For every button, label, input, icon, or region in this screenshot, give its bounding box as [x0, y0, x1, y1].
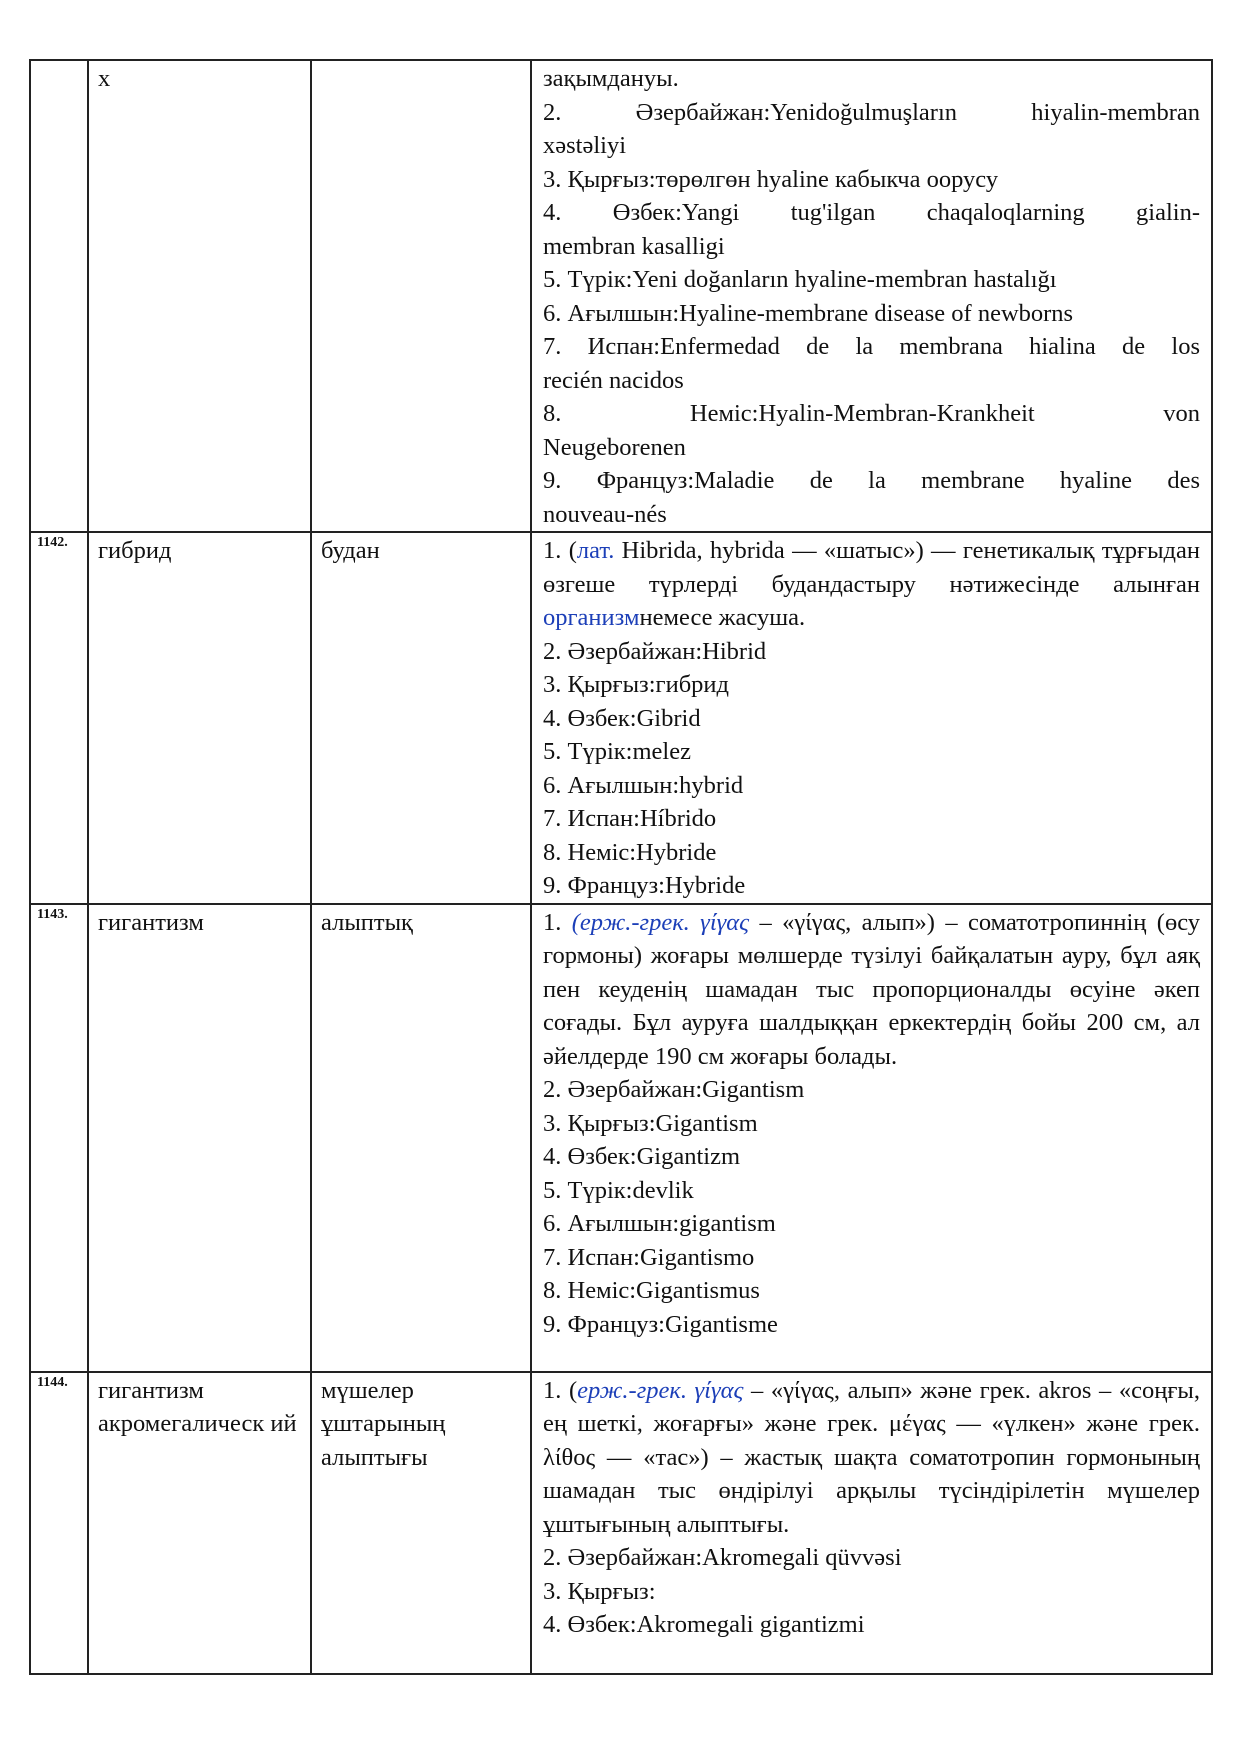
translation-az: 2. Әзербайжан:Gigantism — [543, 1076, 805, 1103]
translation-en: 6. Ағылшын:Hyaline-membrane disease of newborns — [543, 299, 1074, 327]
translation-de: 8. Неміс:Hybride — [543, 838, 717, 866]
russian-term: гигантизм — [88, 904, 311, 1372]
translation-tr: 5. Түрік:melez — [543, 738, 691, 765]
organism-link[interactable]: организм — [543, 604, 640, 631]
russian-term: гигантизм акромегалическ ий — [88, 1372, 311, 1674]
greek-link[interactable]: (ерж.-грек. γίγας — [571, 908, 750, 936]
translation-es: 7. Испан:Enfermedad de la membrana hialina de los — [543, 333, 1200, 360]
translation-uz: 4. Өзбек:Yangi tug'ilgan chaqaloqlarning gialin- — [543, 199, 1200, 226]
definition-cell — [531, 60, 1212, 532]
definition-text: Hibrida, hybrida — «шатыс») — генетикалық тұрғыдан өзгеше түрлерді будандастыру нәтижесінде алынған — [543, 537, 1200, 598]
definition-cell — [531, 904, 1212, 1372]
definition-paragraph — [543, 534, 1200, 635]
translation-az: 2. Әзербайжан:Hibrid — [543, 637, 767, 665]
translation-en: 6. Ағылшын:hybrid — [543, 771, 744, 799]
translation-fr: 9. Француз:Hybride — [543, 872, 746, 899]
translation-de: 8. Неміс:Hyalin-Membran-Krankheit von — [543, 400, 1200, 427]
definition-text: 1. ( — [543, 537, 577, 564]
translation-fr: 9. Француз:Maladie de la membrane hyaline des — [543, 467, 1200, 494]
entry-number: 1144. — [30, 1372, 88, 1674]
translation-tr: 5. Түрік:Yeni doğanların hyaline-membran hastalığı — [543, 266, 1057, 293]
definition-text: 1. ( — [543, 1376, 578, 1404]
translation-es: 7. Испан:Gigantismo — [543, 1243, 755, 1271]
definition-paragraph — [543, 1374, 1200, 1542]
translation-es: 7. Испан:Híbrido — [543, 805, 717, 832]
translation-az: 2. Әзербайжан:Akromegali qüvvəsi — [543, 1544, 902, 1571]
translation-ky: 3. Қырғыз:Gigantism — [543, 1109, 758, 1137]
kazakh-term: мүшелер ұштарының алыптығы — [311, 1372, 531, 1674]
entry-number: 1143. — [30, 904, 88, 1372]
translation-en: 6. Ағылшын:gigantism — [543, 1210, 776, 1237]
translation-uz: 4. Өзбек:Akromegali gigantizmi — [543, 1611, 865, 1638]
entry-number — [30, 60, 88, 532]
table-row — [30, 1372, 1212, 1674]
definition-cell — [531, 532, 1212, 904]
translation-es-cont: recién nacidos — [543, 366, 684, 394]
translation-de-cont: Neugeborenen — [543, 433, 686, 461]
table-row — [30, 60, 1212, 532]
kazakh-term — [311, 60, 531, 532]
translation-ky: 3. Қырғыз:төрөлгөн hyaline кабыкча оорусу — [543, 165, 999, 193]
definition-text: – «γίγας, алып» және грек. akros – «соңғы, ең шеткі, жоғарғы» және грек. μέγας — «үлкен» және грек. λίθος — «тас») – жастық шақта соматотропин гормонының шамадан тыс өндірілуі арқылы түсіндірілетін мүшелер ұштығының алыптығы. — [543, 1376, 1200, 1538]
translation-de: 8. Неміс:Gigantismus — [543, 1277, 760, 1304]
translation-az-cont: xəstəliyi — [543, 132, 627, 159]
kazakh-term: алыптық — [311, 904, 531, 1372]
definition-text: 1. — [543, 908, 572, 936]
russian-term: х — [88, 60, 311, 532]
greek-link[interactable]: ерж.-грек. γίγας — [577, 1376, 744, 1404]
definition-paragraph — [543, 906, 1200, 1074]
russian-term: гибрид — [88, 532, 311, 904]
translation-fr: 9. Француз:Gigantisme — [543, 1310, 778, 1338]
translation-fr-cont: nouveau-nés — [543, 500, 667, 528]
entry-number: 1142. — [30, 532, 88, 904]
translation-uz: 4. Өзбек:Gibrid — [543, 704, 701, 732]
translation-uz: 4. Өзбек:Gigantizm — [543, 1143, 741, 1170]
translation-tr: 5. Түрік:devlik — [543, 1176, 694, 1204]
definition-line: зақымдануы. — [543, 65, 679, 92]
table-row — [30, 532, 1212, 904]
kazakh-term: будан — [311, 532, 531, 904]
translation-az: 2. Әзербайжан:Yenidoğulmuşların hiyalin-membran — [543, 98, 1200, 126]
definition-text: – «γίγας, алып») – соматотропиннің (өсу гормоны) жоғары мөлшерде түзілуі байқалатын ауру, бұл аяқ пен кеуденің шамадан тыс пропорционалды өсуіне әкеп соғады. Бұл ауруға шалдыққан еркектердің бойы 200 см, ал әйелдерде 190 см жоғары болады. — [543, 908, 1200, 1070]
definition-cell — [531, 1372, 1212, 1674]
translation-ky: 3. Қырғыз:гибрид — [543, 671, 729, 698]
translation-ky: 3. Қырғыз: — [543, 1577, 656, 1605]
table-row — [30, 904, 1212, 1372]
definition-text: немесе жасуша. — [639, 604, 806, 631]
latin-link[interactable]: лат. — [576, 537, 615, 564]
dictionary-table — [29, 59, 1213, 1675]
translation-uz-cont: membran kasalligi — [543, 232, 725, 260]
